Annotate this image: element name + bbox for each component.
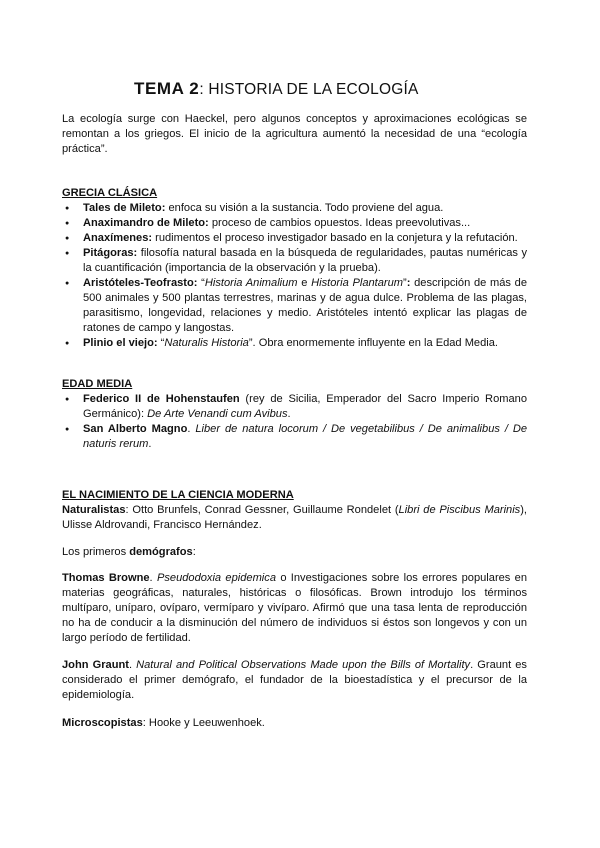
demografos-paragraph: Los primeros demógrafos: — [62, 546, 196, 558]
microscopistas-paragraph: Microscopistas: Hooke y Leeuwenhoek. — [62, 717, 265, 729]
intro-paragraph: La ecología surge con Haeckel, pero algunos conceptos y aproximaciones ecológicas se remontan a los griegos. El inicio de la agricultura aumentó la necesidad de una “ecología práctica”. — [62, 113, 527, 155]
section-edad-media — [62, 377, 527, 452]
section-ciencia-moderna — [62, 488, 527, 533]
edad-media-list — [62, 392, 527, 452]
list-item-anaximandro: ● Anaximandro de Mileto: proceso de cambios opuestos. Ideas preevolutivas... — [62, 216, 527, 231]
list-item-alberto: ● San Alberto Magno. Liber de natura locorum / De vegetabilibus / De animalibus / De naturis rerum. — [62, 422, 527, 452]
section-heading-grecia: GRECIA CLÁSICA — [62, 187, 158, 199]
list-item-tales: ● Tales de Mileto: enfoca su visión a la sustancia. Todo proviene del agua. — [62, 201, 527, 216]
graunt-paragraph: John Graunt. Natural and Political Observations Made upon the Bills of Mortality. Graunt es considerado el primer demógrafo, el fundador de la bioestadística y el precursor de la epidemiología. — [62, 659, 527, 701]
list-item-anaximenes: ● Anaxímenes: rudimentos el proceso investigador basado en la conjetura y la refutación. — [62, 231, 527, 246]
list-item-pitagoras: ● Pitágoras: filosofía natural basada en la búsqueda de regularidades, pautas numéricas y la cuantificación (importancia de la observación y la prueba). — [62, 246, 527, 276]
title-number: TEMA 2 — [134, 79, 200, 98]
naturalistas-paragraph: Naturalistas: Otto Brunfels, Conrad Gessner, Guillaume Rondelet (Libri de Piscibus Marinis), Ulisse Aldrovandi, Francisco Hernández. — [62, 504, 527, 531]
title-separator: : — [199, 81, 209, 98]
list-item-plinio: ● Plinio el viejo: “Naturalis Historia”. Obra enormemente influyente en la Edad Media. — [62, 336, 527, 351]
page-title — [134, 79, 419, 99]
section-heading-edad-media: EDAD MEDIA — [62, 378, 133, 390]
section-heading-moderna: EL NACIMIENTO DE LA CIENCIA MODERNA — [62, 489, 294, 501]
list-item-aristoteles: ● Aristóteles-Teofrasto: “Historia Animalium e Historia Plantarum”: descripción de más de 500 animales y 500 plantas terrestres, marinas y de agua dulce. Problema de las plagas, parasitismo, longevidad, relaciones y medio. Aristóteles intentó explicar las plagas de ratones de campo y langostas. — [62, 276, 527, 336]
title-text: HISTORIA DE LA ECOLOGÍA — [208, 81, 419, 98]
list-item-federico: ● Federico II de Hohenstaufen (rey de Sicilia, Emperador del Sacro Imperio Romano Germánico): De Arte Venandi cum Avibus. — [62, 392, 527, 422]
grecia-list — [62, 201, 527, 351]
section-grecia — [62, 186, 527, 351]
browne-paragraph: Thomas Browne. Pseudodoxia epidemica o Investigaciones sobre los errores populares en materias geográficas, naturales, históricas o filosóficas. Brown introdujo los términos multíparo, uníparo, ovíparo, vermíparo y vivíparo. Afirmó que una tasa lenta de reproducción no ha de conducir a la disminución del número de individuos si éstos son longevos y con un largo período de fertilidad. — [62, 572, 528, 644]
